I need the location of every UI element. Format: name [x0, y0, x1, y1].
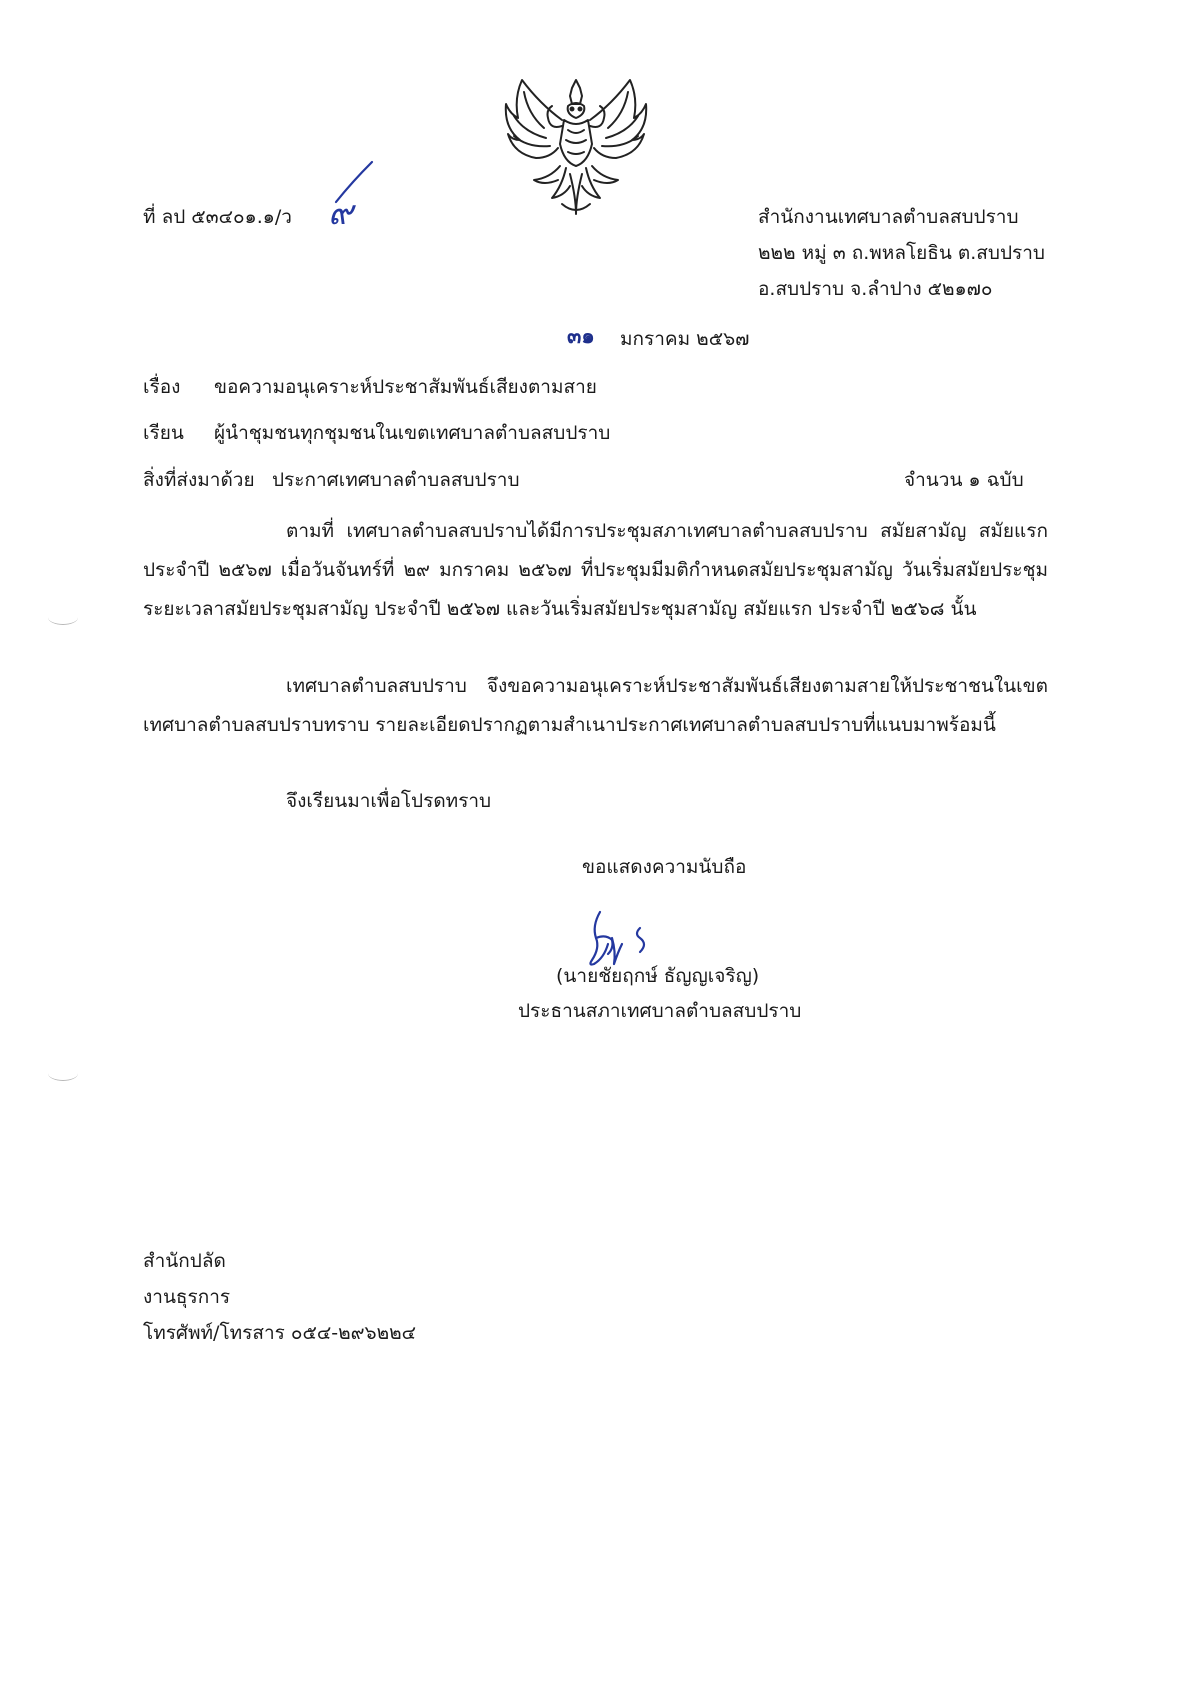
recipient-text: ผู้นำชุมชนทุกชุมชนในเขตเทศบาลตำบลสบปราบ: [214, 422, 611, 444]
subject-text: ขอความอนุเคราะห์ประชาสัมพันธ์เสียงตามสาย: [214, 376, 597, 398]
enclosure-label: สิ่งที่ส่งมาด้วย: [143, 469, 255, 491]
office-name: สำนักงานเทศบาลตำบลสบปราบ: [758, 206, 1019, 228]
signer-position: ประธานสภาเทศบาลตำบลสบปราบ: [518, 1000, 802, 1022]
garuda-emblem-icon: [500, 74, 652, 220]
enclosure-count: จำนวน ๑ ฉบับ: [904, 469, 1024, 491]
regards-text: ขอแสดงความนับถือ: [582, 856, 747, 878]
punch-hole-mark: [48, 610, 78, 625]
handwritten-stroke-icon: [322, 158, 382, 238]
document-number-handwritten: ๙: [328, 193, 353, 233]
enclosure-text: ประกาศเทศบาลตำบลสบปราบ: [272, 469, 520, 491]
document-number: ที่ ลป ๕๓๔๐๑.๑/ว: [143, 206, 292, 228]
recipient-label: เรียน: [143, 422, 184, 444]
footer-department: สำนักปลัด: [143, 1250, 226, 1272]
punch-hole-mark: [48, 1066, 78, 1081]
footer-section: งานธุรการ: [143, 1286, 231, 1308]
signer-name: (นายชัยฤกษ์ ธัญญเจริญ): [556, 965, 760, 987]
signature-icon: [582, 908, 666, 972]
subject-label: เรื่อง: [143, 376, 181, 398]
closing-line: จึงเรียนมาเพื่อโปรดทราบ: [286, 790, 492, 812]
date-month-year: มกราคม ๒๕๖๗: [620, 328, 750, 350]
office-address-line-2: อ.สบปราบ จ.ลำปาง ๕๒๑๗๐: [758, 278, 993, 300]
date-day-handwritten: ๓๑: [567, 324, 595, 348]
body-paragraph-2: เทศบาลตำบลสบปราบ จึงขอความอนุเคราะห์ประชาสัมพันธ์เสียงตามสายให้ประชาชนในเขตเทศบาลตำบลสบปราบทราบ รายละเอียดปรากฏตามสำเนาประกาศเทศบาลตำบลสบปราบที่แนบมาพร้อมนี้: [143, 675, 1048, 736]
footer-phone: โทรศัพท์/โทรสาร ๐๕๔-๒๙๖๒๒๔: [143, 1322, 417, 1344]
office-address-line-1: ๒๒๒ หมู่ ๓ ถ.พหลโยธิน ต.สบปราบ: [758, 242, 1045, 264]
body-paragraph-1: ตามที่ เทศบาลตำบลสบปราบได้มีการประชุมสภาเทศบาลตำบลสบปราบ สมัยสามัญ สมัยแรก ประจำปี ๒๕๖๗ เมื่อวันจันทร์ที่ ๒๙ มกราคม ๒๕๖๗ ที่ประชุมมีมติกำหนดสมัยประชุมสามัญ วันเริ่มสมัยประชุม ระยะเวลาสมัยประชุมสามัญ ประจำปี ๒๕๖๗ และวันเริ่มสมัยประชุมสามัญ สมัยแรก ประจำปี ๒๕๖๘ นั้น: [143, 520, 1048, 620]
